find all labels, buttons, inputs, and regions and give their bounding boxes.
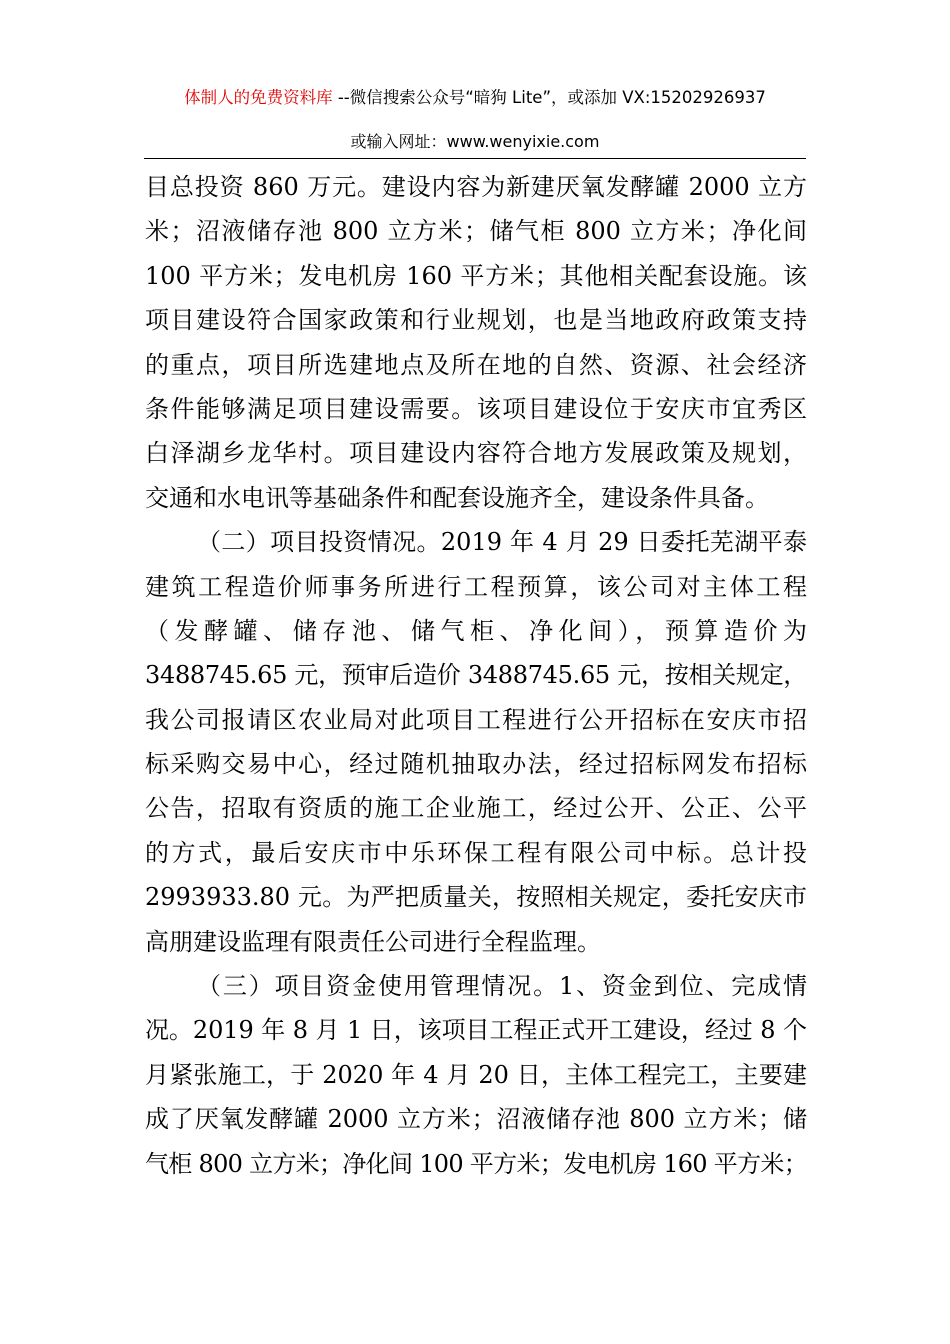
header-divider xyxy=(144,158,806,159)
document-body xyxy=(145,167,807,1188)
text-line: 米；沼液储存池 800 立方米；储气柜 800 立方米；净化间 xyxy=(145,217,807,246)
text-line: 目总投资 860 万元。建设内容为新建厌氧发酵罐 2000 立方 xyxy=(145,173,807,201)
text-line: 的重点，项目所选建地点及所在地的自然、资源、社会经济 xyxy=(145,350,807,379)
text-line: 气柜 800 立方米；净化间 100 平方米；发电机房 160 平方米； xyxy=(145,1149,807,1178)
header-info: --微信搜索公众号“暗狗 Lite”，或添加 VX:15202926937 xyxy=(332,88,766,107)
text-line: （三）项目资金使用管理情况。1、资金到位、完成情 xyxy=(197,972,807,1001)
text-line: 月紧张施工，于 2020 年 4 月 20 日，主体工程完工，主要建 xyxy=(145,1060,807,1089)
text-line: 我公司报请区农业局对此项目工程进行公开招标在安庆市招 xyxy=(145,705,807,734)
text-line: 条件能够满足项目建设需要。该项目建设位于安庆市宜秀区 xyxy=(145,394,807,423)
text-line: 标采购交易中心，经过随机抽取办法，经过招标网发布招标 xyxy=(145,750,807,779)
text-line: 况。2019 年 8 月 1 日，该项目工程正式开工建设，经过 8 个 xyxy=(145,1016,807,1045)
text-line: 建筑工程造价师事务所进行工程预算，该公司对主体工程 xyxy=(145,572,807,601)
text-line: （二）项目投资情况。2019 年 4 月 29 日委托芜湖平泰 xyxy=(197,528,807,557)
text-line: 交通和水电讯等基础条件和配套设施齐全，建设条件具备。 xyxy=(145,483,769,512)
header-url-line: 或输入网址：www.wenyixie.com xyxy=(350,132,600,151)
text-line: 项目建设符合国家政策和行业规划，也是当地政府政策支持 xyxy=(145,306,807,335)
text-line: 公告，招取有资质的施工企业施工，经过公开、公正、公平 xyxy=(145,794,807,823)
text-line: 成了厌氧发酵罐 2000 立方米；沼液储存池 800 立方米；储 xyxy=(145,1105,807,1134)
header-banner xyxy=(0,86,950,110)
text-line: （发酵罐、储存池、储气柜、净化间），预算造价为 xyxy=(145,616,807,645)
text-line: 高朋建设监理有限责任公司进行全程监理。 xyxy=(145,927,601,956)
text-line: 的方式，最后安庆市中乐环保工程有限公司中标。总计投 xyxy=(145,838,807,867)
text-line: 2993933.80 元。为严把质量关，按照相关规定，委托安庆市 xyxy=(145,883,807,912)
text-line: 白泽湖乡龙华村。项目建设内容符合地方发展政策及规划， xyxy=(145,439,807,468)
text-line: 3488745.65 元，预审后造价 3488745.65 元，按相关规定， xyxy=(145,661,807,690)
text-line: 100 平方米；发电机房 160 平方米；其他相关配套设施。该 xyxy=(145,261,807,290)
header-brand: 体制人的免费资料库 xyxy=(184,88,333,107)
